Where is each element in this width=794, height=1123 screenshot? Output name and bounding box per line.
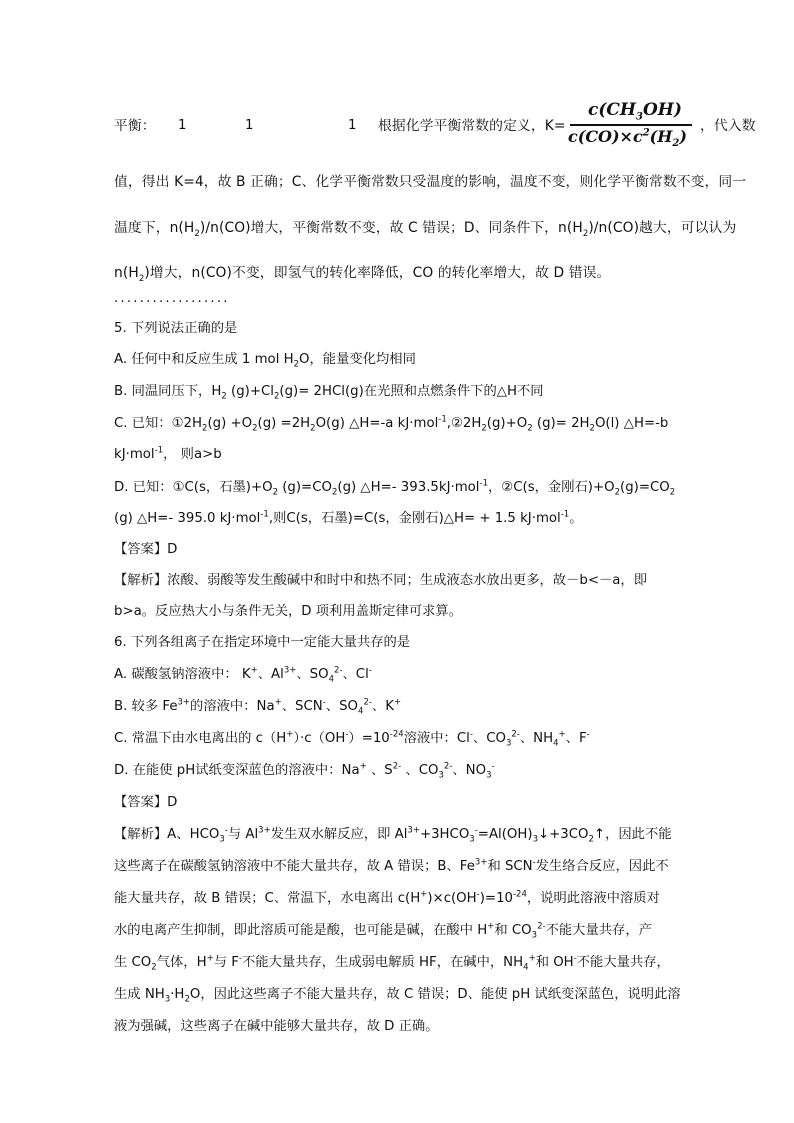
k-definition-after: ，代入数 (700, 118, 756, 134)
q6-explanation-line5: 生 $CO_2$气体，H+与 F-不能大量共存，生成弱电解质 HF，在碱中，$NH_4^+$和 OH-不能大量共存， (114, 953, 670, 973)
paragraph-line-3: 温度下，$n(H_2)/n(CO)$增大，平衡常数不变，故 C 错误；D、同条件下，$n(H_2)/n(CO)$越大，可以认为 (114, 220, 737, 239)
q5-option-c-line2: kJ·mol$^{-1}$， 则a>b (114, 445, 222, 462)
equilibrium-value-2: 1 (245, 118, 254, 133)
q6-explanation-line2: 这些离子在碳酸氢钠溶液中不能大量共存，故 A 错误；B、$Fe^{3+}$和 SCN-发生络合反应，因此不 (114, 857, 669, 874)
fraction-numerator: $c(CH_3OH)$ (588, 100, 682, 123)
q6-option-d: D. 在能使 pH试纸变深蓝色的溶液中：Na+ 、$S^{2-}$ 、$CO_3^{2-}$、$NO_3^-$ (114, 761, 495, 781)
k-definition-text: 根据化学平衡常数的定义，K= (378, 118, 566, 134)
q6-stem: 6. 下列各组离子在指定环境中一定能大量共存的是 (114, 635, 411, 650)
equilibrium-label: 平衡： (114, 118, 156, 134)
q6-explanation-line6: 生成 $NH_3\cdot H_2O$，因此这些离子不能大量共存，故 C 错误；D、能使 pH 试纸变深蓝色，说明此溶 (114, 987, 681, 1005)
paragraph-line-4: $n(H_2)$增大，n(CO)不变，即氢气的转化率降低，CO 的转化率增大，故 D 错误。 (114, 265, 611, 284)
equilibrium-value-3: 1 (348, 118, 357, 133)
dotted-separator: .................. (114, 291, 230, 306)
equilibrium-value-1: 1 (178, 118, 187, 133)
fraction-bar (570, 124, 692, 126)
q6-option-a: A. 碳酸氢钠溶液中： K+、$Al^{3+}$、$SO_4^{2-}$、Cl- (114, 665, 372, 685)
equilibrium-constant-fraction (568, 100, 694, 150)
q5-explanation-line2: b>a。反应热大小与条件无关，D 项利用盖斯定律可求算。 (114, 604, 463, 619)
q5-option-a: A. 任何中和反应生成 1 mol $H_2O$，能量变化均相同 (114, 352, 416, 370)
q6-option-b: B. 较多 $Fe^{3+}$的溶液中：Na+、SCN-、$SO_4^{2-}$、K+ (114, 697, 402, 717)
q6-explanation-line4: 水的电离产生抑制，即此溶质可能是酸，也可能是碱，在酸中 H+和 $CO_3^{2-}$不能大量共存，产 (114, 921, 652, 941)
q6-option-c: C. 常温下由水电离出的 $c(H^+)\cdot c(OH^-)=10^{-24}$溶液中：Cl-、$CO_3^{2-}$、$NH_4^+$、F- (114, 729, 590, 749)
q6-explanation-line3: 能大量共存，故 B 错误；C、常温下，水电离出 $c(H^+)\times c(OH^-)=10^{-24}$，说明此溶液中溶质对 (114, 889, 660, 906)
q5-option-d-line1: D. 已知：①C(s，石墨)$+O_2$ $(g)=CO_2(g)$ △H=- 393.5kJ·mol$^{-1}$，②C(s，金刚石)$+O_2(g)=CO_2$ (114, 478, 676, 498)
paragraph-line-2: 值，得出 K=4，故 B 正确；C、化学平衡常数只受温度的影响，温度不变，则化学平衡常数不变，同一 (114, 174, 747, 190)
q5-option-d-line2: (g) △H=- 395.0 kJ·mol$^{-1}$,则C(s，石墨)=C(s，金刚石)△H= + 1.5 kJ·mol$^{-1}$。 (114, 509, 583, 526)
q6-answer: 【答案】D (114, 795, 178, 810)
q6-explanation-line1: 【解析】A、$HCO_3^-$与 $Al^{3+}$发生双水解反应，即 $Al^{3+}+3HCO_3^-=Al(OH)_3↓+3CO_2↑$，因此不能 (114, 825, 672, 845)
q5-stem: 5. 下列说法正确的是 (114, 321, 238, 336)
q6-explanation-line7: 液为强碱，这些离子在碱中能够大量共存，故 D 正确。 (114, 1019, 439, 1034)
q5-answer: 【答案】D (114, 542, 178, 557)
q5-explanation-line1: 【解析】浓酸、弱酸等发生酸碱中和时中和热不同；生成液态水放出更多，故－b<－a，即 (114, 573, 648, 588)
fraction-denominator: $c(CO)\times c^2(H_2)$ (568, 127, 687, 150)
q5-option-b: B. 同温同压下，$H_2$ $(g)+Cl_2(g)= 2HCl(g)$在光照和点燃条件下的△H不同 (114, 384, 544, 402)
q5-option-c-line1: C. 已知：$①2H_2(g) +O_2(g) =2H_2O(g)$ △H=-a $kJ\cdot mol^{-1},②2H_2(g)+O_2$ $(g)= 2H_2O(l)$ △H=-b (114, 414, 669, 434)
